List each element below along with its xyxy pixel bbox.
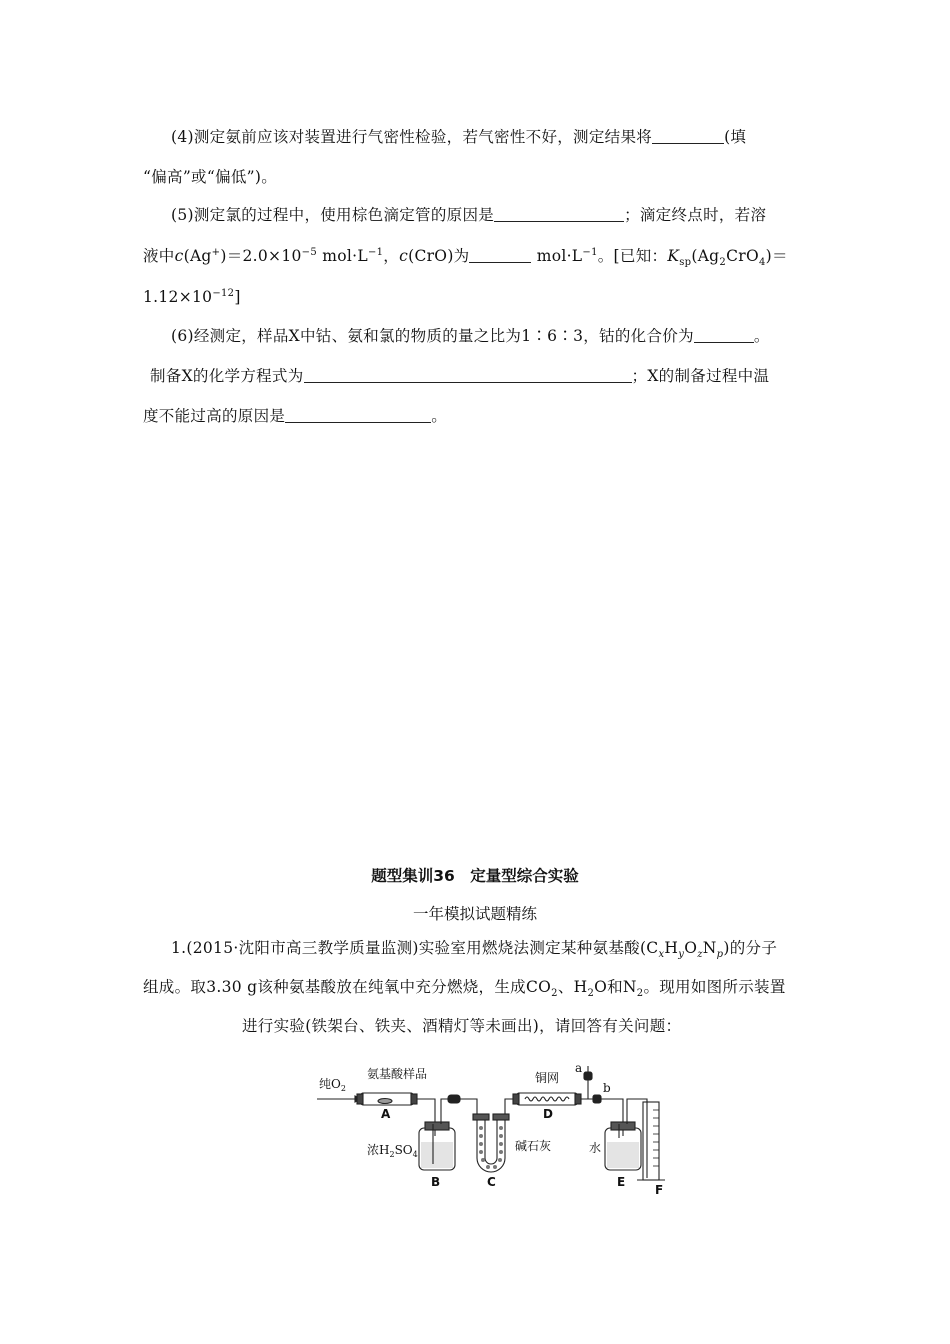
copper-label: 铜网 (535, 1071, 560, 1085)
soda-lime-label: 碱石灰 (515, 1139, 552, 1153)
copper-tube-d (517, 1093, 577, 1105)
q4-line2 (143, 167, 277, 187)
q6-reason-blank[interactable] (285, 408, 431, 423)
element-h: H (664, 939, 679, 957)
label-a: A (381, 1107, 391, 1121)
acid-label: 浓$H_2SO_4$ (367, 1143, 418, 1159)
q6-text: (6)经测定，样品X中钴、氨和氯的物质的量之比为1∶6∶3，钴的化合价为 (171, 327, 694, 345)
q4-text-tail: (填 (724, 128, 747, 146)
q1-text: 、H (557, 978, 588, 996)
equals: )＝ (765, 247, 788, 265)
value: )＝2.0×10 (220, 247, 302, 265)
unit: mol·L (531, 247, 583, 265)
label-f: F (655, 1183, 664, 1197)
q1-text: O和N (594, 978, 637, 996)
formula-sub: 2 (551, 988, 558, 1000)
element-o: O (684, 939, 698, 957)
u-tube-c (465, 1099, 517, 1172)
ag-ion: (Ag (183, 247, 212, 265)
q6-line1 (171, 326, 770, 346)
section-subtitle: 一年模拟试题精练 (412, 905, 537, 923)
q1-text: 组成。取3.30 g该种氨基酸放在纯氧中充分燃烧，生成CO (143, 978, 552, 996)
exponent: −5 (301, 246, 318, 258)
q5-conc-blank[interactable] (469, 248, 531, 263)
punct: 。 (753, 327, 770, 345)
copper-mesh (525, 1097, 569, 1101)
u-tube-c-top-left (473, 1114, 489, 1120)
q5-line1 (171, 205, 766, 225)
water-label: 水 (589, 1141, 602, 1155)
clamp (448, 1095, 460, 1103)
q5-reason-blank[interactable] (494, 207, 624, 222)
q1-text: 进行实验(铁架台、铁夹、酒精灯等未画出)，请回答有关问题： (242, 1017, 682, 1035)
u-tube-c-top-right (493, 1114, 509, 1120)
q6-valence-blank[interactable] (694, 328, 754, 343)
q1-line1 (171, 938, 778, 961)
q6-line3 (143, 406, 447, 426)
unit: mol·L (317, 247, 368, 265)
sample-boat (378, 1099, 392, 1104)
exponent: −1 (582, 246, 598, 258)
cro-text: (CrO)为 (408, 247, 470, 265)
label-c: C (487, 1175, 496, 1189)
q5-text: (5)测定氯的过程中，使用棕色滴定管的原因是 (171, 206, 495, 224)
q5-text: 液中 (143, 247, 175, 265)
q6-equation-blank[interactable] (304, 368, 632, 383)
stopper-d-left (513, 1094, 519, 1104)
subscript-y: y (678, 949, 685, 961)
q1-text-tail: )的分子 (723, 939, 778, 957)
label-valve-a: a (575, 1061, 583, 1075)
q1-line2 (143, 977, 786, 1000)
bracket: ] (234, 288, 241, 306)
o2-label: 纯$O_2$ (319, 1077, 346, 1093)
charge: + (211, 246, 221, 258)
q4-text: (4)测定氨前应该对装置进行气密性检验，若气密性不好，测定结果将 (171, 128, 653, 146)
valve-a (584, 1072, 592, 1080)
bottle-b-liquid (421, 1142, 453, 1168)
exponent: −1 (367, 246, 384, 258)
formula-sub: 2 (636, 988, 644, 1000)
label-valve-b: b (603, 1081, 611, 1095)
concentration-symbol: c (174, 247, 184, 265)
stopper-a-right (411, 1094, 417, 1104)
q5-line3 (143, 287, 241, 307)
ksp-sub: sp (679, 257, 692, 269)
sample-label: 氨基酸样品 (367, 1067, 428, 1081)
q6-line2 (150, 366, 769, 386)
stopper-d-right (575, 1094, 581, 1104)
stopper-a-left (357, 1094, 363, 1104)
formula: CrO (726, 247, 759, 265)
subscript-z: z (697, 949, 703, 961)
q6-text-tail: ；X的制备过程中温 (631, 367, 770, 385)
formula-sub: 2 (587, 988, 595, 1000)
ksp-symbol: K (667, 247, 680, 265)
cylinder-graduations (653, 1110, 659, 1166)
apparatus-diagram (305, 1058, 675, 1198)
q5-line2 (143, 246, 788, 269)
q6-text: 制备X的化学方程式为 (150, 367, 304, 385)
ksp-value: 1.12×10 (143, 288, 213, 306)
q1-line3 (242, 1016, 681, 1036)
label-d: D (543, 1107, 553, 1121)
formula-sub: 2 (719, 257, 727, 269)
punct: 。 (431, 407, 448, 425)
soda-lime-granules (479, 1126, 503, 1169)
q4-options: “偏高”或“偏低”)。 (143, 168, 278, 186)
exponent: −12 (212, 287, 235, 299)
concentration-symbol: c (399, 247, 409, 265)
bottle-e-stopper (611, 1122, 635, 1130)
q5-text-tail: ；滴定终点时，若溶 (624, 206, 767, 224)
label-b: B (431, 1175, 441, 1189)
formula-sub: 4 (758, 257, 766, 269)
q1-text: 1.(2015·沈阳市高三教学质量监测)实验室用燃烧法测定某种氨基酸(C (171, 939, 659, 957)
bottle-e-water (607, 1142, 639, 1168)
q1-text: 。现用如图所示装置 (643, 978, 786, 996)
q6-text: 度不能过高的原因是 (143, 407, 286, 425)
measuring-cylinder-f (643, 1102, 659, 1180)
label-e: E (617, 1175, 626, 1189)
given-text: 。[已知： (597, 247, 668, 265)
u-tube-c-inner (485, 1118, 497, 1164)
valve-b (593, 1095, 601, 1103)
q4-answer-blank[interactable] (652, 129, 724, 144)
formula: (Ag (691, 247, 720, 265)
element-n: N (702, 939, 717, 957)
q4-line1 (171, 127, 746, 147)
subscript-p: p (716, 949, 724, 961)
bottle-b-stopper (425, 1122, 449, 1130)
section-title: 题型集训36 定量型综合实验 (371, 867, 579, 885)
punct: ， (383, 247, 400, 265)
subscript-x: x (658, 949, 665, 961)
